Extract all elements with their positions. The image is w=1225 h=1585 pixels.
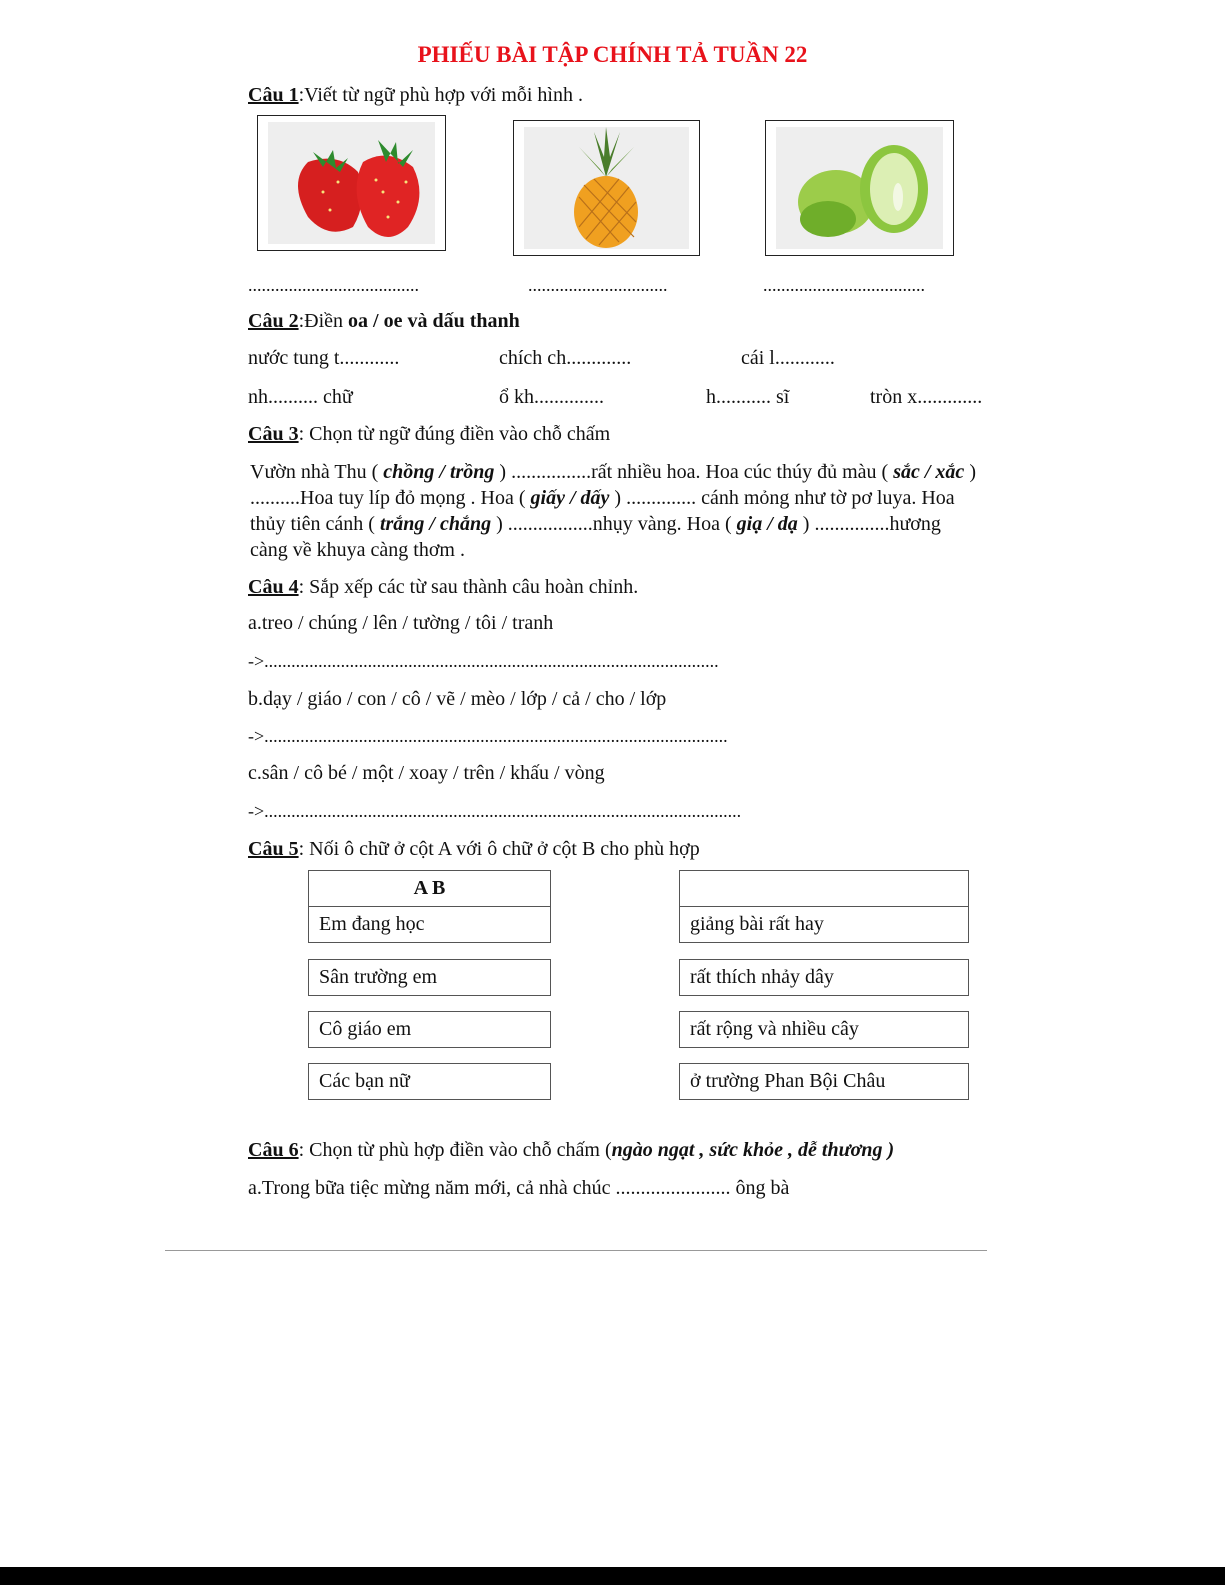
strawberry-picture (268, 122, 435, 244)
q2-item-1[interactable]: nước tung t............ (248, 347, 400, 369)
q3-paragraph (250, 459, 1030, 563)
q5-col-b-item-3[interactable]: rất rộng và nhiều cây (679, 1011, 969, 1048)
q1-answer-blank-1[interactable]: ...................................... (248, 275, 419, 295)
q1-label: Câu 1 (248, 84, 299, 106)
q2-item-4[interactable]: nh.......... chữ (248, 386, 353, 408)
q4-answer-c[interactable]: ->.......................................................................................................... (248, 801, 742, 821)
pineapple-picture (524, 127, 689, 249)
q3-line-4: càng về khuya càng thơm . (250, 539, 465, 561)
pineapple-picture-frame (513, 120, 700, 256)
bottom-bar (0, 1567, 1225, 1585)
q4-heading (248, 576, 638, 599)
q4-item-a: a.treo / chúng / lên / tường / tôi / tranh (248, 612, 554, 634)
q2-text: :Điền (298, 310, 349, 332)
q5-column-header: A B (308, 870, 551, 907)
strawberry-icon (268, 122, 435, 244)
q1-answer-blank-2[interactable]: ............................... (528, 275, 668, 295)
q3-choice-3: giấy / dấy (530, 487, 610, 509)
page-divider (165, 1250, 987, 1251)
chayote-picture-frame (765, 120, 954, 256)
q6-text: : Chọn từ phù hợp điền vào chỗ chấm ( (298, 1139, 612, 1161)
q4-item-b: b.dạy / giáo / con / cô / vẽ / mèo / lớp / cả / cho / lớp (248, 688, 667, 710)
q4-item-c: c.sân / cô bé / một / xoay / trên / khấu / vòng (248, 762, 605, 784)
q4-label: Câu 4 (248, 576, 299, 598)
q3-line-3: thủy tiên cánh ( trắng / chắng ) .................nhụy vàng. Hoa ( giạ / dạ ) ...............hương (250, 513, 941, 535)
chayote-picture (776, 127, 943, 249)
q3-heading (248, 423, 610, 446)
q3-line-1: Vườn nhà Thu ( chồng / trồng ) ................rất nhiều hoa. Hoa cúc thúy đủ màu ( sắc / xắc ) (250, 461, 976, 483)
page-title: PHIẾU BÀI TẬP CHÍNH TẢ TUẦN 22 (417, 42, 808, 67)
q3-text: : Chọn từ ngữ đúng điền vào chỗ chấm (298, 423, 611, 445)
q2-heading (248, 310, 520, 333)
q2-item-2[interactable]: chích ch............. (499, 347, 632, 369)
q2-item-3[interactable]: cái l............ (741, 347, 835, 369)
q5-col-a-item-1[interactable]: Em đang học (308, 906, 551, 943)
q2-item-5[interactable]: ổ kh.............. (499, 386, 604, 408)
q5-col-b-header-empty (679, 870, 969, 907)
q5-col-b-item-2[interactable]: rất thích nhảy dây (679, 959, 969, 996)
q3-choice-4: trắng / chắng (379, 513, 492, 535)
q4-answer-b[interactable]: ->....................................................................................................... (248, 726, 728, 746)
q5-col-a-item-3[interactable]: Cô giáo em (308, 1011, 551, 1048)
q6-word-choices: ngào ngạt , sức khỏe , dễ thương ) (611, 1139, 895, 1161)
q6-label: Câu 6 (248, 1139, 299, 1161)
q1-text: :Viết từ ngữ phù hợp với mỗi hình . (298, 84, 583, 106)
q5-col-b-item-4[interactable]: ở trường Phan Bội Châu (679, 1063, 969, 1100)
strawberry-picture-frame (257, 115, 446, 251)
q3-choice-5: giạ / dạ (736, 513, 798, 535)
q5-col-a-item-2[interactable]: Sân trường em (308, 959, 551, 996)
q5-col-a-item-4[interactable]: Các bạn nữ (308, 1063, 551, 1100)
q1-answer-blank-3[interactable]: .................................... (763, 275, 925, 295)
q3-choice-1: chồng / trồng (383, 461, 495, 483)
q5-col-b-item-1[interactable]: giảng bài rất hay (679, 906, 969, 943)
q3-label: Câu 3 (248, 423, 299, 445)
q2-item-7[interactable]: tròn x............. (870, 386, 983, 408)
q5-text: : Nối ô chữ ở cột A với ô chữ ở cột B cho phù hợp (298, 838, 700, 860)
q4-answer-a[interactable]: ->..................................................................................................... (248, 651, 719, 671)
q4-text: : Sắp xếp các từ sau thành câu hoàn chỉnh. (298, 576, 639, 598)
q1-heading (248, 84, 583, 107)
chayote-icon (776, 127, 943, 249)
q6-heading (248, 1139, 894, 1162)
q3-choice-2: sắc / xắc (893, 461, 965, 483)
q6-item-a[interactable]: a.Trong bữa tiệc mừng năm mới, cả nhà chúc ....................... ông bà (248, 1177, 790, 1199)
pineapple-icon (524, 127, 689, 249)
q2-label: Câu 2 (248, 310, 299, 332)
q5-heading (248, 838, 700, 861)
q2-item-6[interactable]: h........... sĩ (706, 386, 790, 408)
q3-line-2: ..........Hoa tuy líp đỏ mọng . Hoa ( giấy / dấy ) .............. cánh mỏng như tờ pơ luya. Hoa (250, 487, 955, 509)
q2-text-bold: oa / oe và dấu thanh (348, 310, 520, 332)
q5-label: Câu 5 (248, 838, 299, 860)
